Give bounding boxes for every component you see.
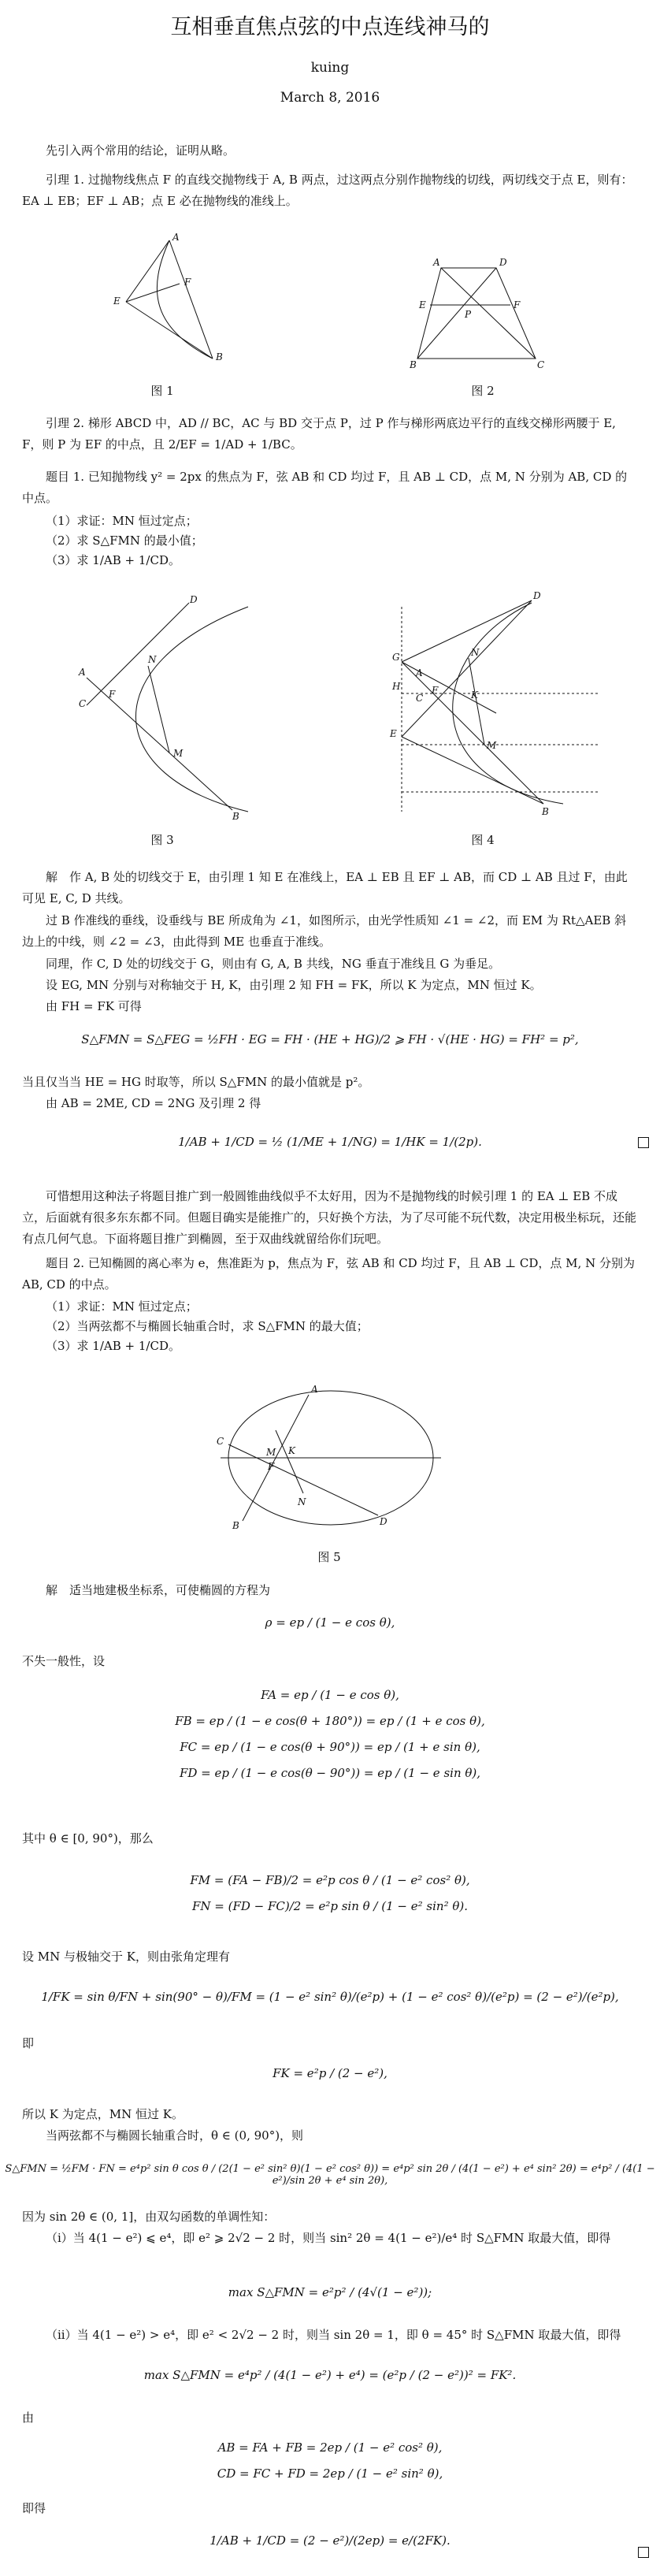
figure-1: [87, 225, 244, 370]
figure-3: [71, 587, 260, 823]
figure-1-caption: 图 1: [150, 384, 174, 398]
svg-text:N: N: [298, 1496, 306, 1507]
problem-1: 题目 1. 已知抛物线 y² = 2px 的焦点为 F，弦 AB 和 CD 均过 F，且 AB ⊥ CD，点 M, N 分别为 AB, CD 的中点。: [22, 470, 628, 505]
svg-text:B: B: [232, 1520, 239, 1531]
equation-4-line: FB = ep / (1 − e cos(θ + 180°)) = ep / (1 + e cos θ),: [175, 1714, 485, 1728]
equation-9: max S△FMN = e²p² / (4√(1 − e²));: [228, 2285, 432, 2299]
problem-2-q2: （2）当两弦都不与椭圆长轴重合时，求 S△FMN 的最大值；: [46, 1319, 369, 1333]
equation-1: S△FMN = S△FEG = ½FH · EG = FH · (HE + HG)/2 ⩾ FH · √(HE · HG) = FH² = p²,: [81, 1032, 579, 1046]
svg-text:D: D: [190, 594, 198, 605]
equation-11: [0, 2435, 660, 2487]
figure-3-caption: 图 3: [150, 833, 174, 847]
svg-text:E: E: [390, 728, 397, 739]
svg-text:N: N: [148, 654, 157, 665]
svg-text:C: C: [537, 359, 545, 370]
figure-5-caption: 图 5: [317, 1550, 341, 1564]
solution-2-a: 解 适当地建极坐标系，可使椭圆的方程为: [46, 1583, 271, 1597]
equation-5: [0, 1868, 660, 1920]
svg-text:E: E: [419, 299, 426, 310]
remark: 可惜想用这种法子将题目推广到一般圆锥曲线似乎不太好用，因为不是抛物线的时候引理 1 的 EA ⊥ EB 不成立，后面就有很多东东都不同。但题目确实是能推广的，只好换个方法，为了尽可能不玩代数，决定用极坐标玩，还能有点几何气息。下面将题目推广到椭圆，至于双曲线就留给你们玩吧。: [22, 1189, 637, 1246]
svg-text:A: A: [311, 1384, 318, 1395]
svg-text:B: B: [410, 359, 417, 370]
svg-text:P: P: [465, 309, 472, 320]
solution-1-g: 由 AB = 2ME, CD = 2NG 及引理 2 得: [46, 1096, 261, 1110]
svg-text:A: A: [79, 667, 86, 678]
solution-1-c: 同理，作 C, D 处的切线交于 G，则由有 G, A, B 共线，NG 垂直于准线且 G 为垂足。: [46, 957, 501, 971]
author: kuing: [310, 60, 350, 76]
figure-4: [386, 583, 606, 820]
solution-2-j: 即得: [22, 2501, 46, 2515]
figure-5: [213, 1375, 449, 1541]
solution-2-b: 不失一般性，设: [22, 1654, 106, 1668]
equation-12: 1/AB + 1/CD = (2 − e²)/(2ep) = e/(2FK).: [209, 2533, 451, 2548]
svg-text:F: F: [109, 689, 116, 700]
svg-text:E: E: [113, 296, 121, 307]
figure-2-caption: 图 2: [471, 384, 495, 398]
svg-text:C: C: [416, 693, 424, 704]
svg-text:H: H: [392, 681, 401, 692]
svg-text:M: M: [266, 1447, 276, 1458]
svg-text:K: K: [288, 1445, 295, 1456]
figure-2: [410, 256, 567, 370]
svg-text:K: K: [471, 690, 478, 701]
svg-text:A: A: [172, 232, 180, 243]
solution-1-d: 设 EG, MN 分别与对称轴交于 H, K，由引理 2 知 FH = FK，所以 K 为定点，MN 恒过 K。: [46, 978, 542, 992]
svg-text:D: D: [499, 257, 507, 268]
svg-text:F: F: [184, 277, 191, 288]
svg-text:B: B: [542, 806, 549, 817]
problem-1-q1: （1）求证：MN 恒过定点；: [46, 514, 198, 528]
equation-2: 1/AB + 1/CD = ½ (1/ME + 1/NG) = 1/HK = 1/(2p).: [178, 1135, 482, 1149]
solution-2-h: 因为 sin 2θ ∈ (0, 1]，由双勾函数的单调性知：: [22, 2210, 276, 2224]
case-2: （ii）当 4(1 − e²) > e⁴，即 e² < 2√2 − 2 时，则当 sin 2θ = 1，即 θ = 45° 时 S△FMN 取最大值，即得: [46, 2328, 621, 2342]
svg-text:B: B: [232, 811, 239, 822]
equation-4-line: FC = ep / (1 − e cos(θ + 90°)) = ep / (1 + e sin θ),: [180, 1740, 480, 1754]
svg-text:F: F: [514, 299, 521, 310]
solution-1-f: 当且仅当当 HE = HG 时取等，所以 S△FMN 的最小值就是 p²。: [22, 1075, 370, 1089]
equation-4: [0, 1682, 660, 1786]
equation-5-line: FM = (FA − FB)/2 = e²p cos θ / (1 − e² cos² θ),: [190, 1873, 470, 1887]
equation-10: max S△FMN = e⁴p² / (4(1 − e²) + e⁴) = (e²p / (2 − e²))² = FK².: [143, 2368, 517, 2382]
equation-4-line: FD = ep / (1 − e cos(θ − 90°)) = ep / (1 − e sin θ),: [179, 1766, 481, 1780]
equation-5-line: FN = (FD − FC)/2 = e²p sin θ / (1 − e² sin² θ).: [191, 1899, 469, 1913]
svg-text:F: F: [432, 685, 439, 696]
lemma-1: 引理 1. 过抛物线焦点 F 的直线交抛物线于 A, B 两点，过这两点分别作抛物线的切线，两切线交于点 E，则有：EA ⊥ EB；EF ⊥ AB；点 E 必在抛物线的准线上。: [22, 173, 633, 208]
solution-2-c: 其中 θ ∈ [0, 90°)，那么: [22, 1831, 154, 1846]
lemma-2: 引理 2. 梯形 ABCD 中，AD // BC，AC 与 BD 交于点 P，过 P 作与梯形两底边平行的直线交梯形两腰于 E, F，则 P 为 EF 的中点，且 2/EF = 1/AD + 1/BC。: [22, 416, 616, 452]
svg-text:A: A: [433, 257, 440, 268]
svg-text:B: B: [216, 351, 223, 362]
problem-2-q3: （3）求 1/AB + 1/CD。: [46, 1339, 180, 1353]
solution-2-f: 所以 K 为定点，MN 恒过 K。: [22, 2107, 184, 2121]
problem-2-q1: （1）求证：MN 恒过定点；: [46, 1299, 198, 1314]
solution-2-d: 设 MN 与极轴交于 K，则由张角定理有: [22, 1950, 230, 1964]
solution-2-g: 当两弦都不与椭圆长轴重合时，θ ∈ (0, 90°)，则: [46, 2128, 304, 2143]
solution-1-b: 过 B 作准线的垂线，设垂线与 BE 所成角为 ∠1，如图所示，由光学性质知 ∠1 = ∠2，而 EM 为 Rt△AEB 斜边上的中线，则 ∠2 = ∠3，由此得到 ME 也垂直于准线。: [22, 913, 627, 949]
equation-6: 1/FK = sin θ/FN + sin(90° − θ)/FM = (1 − e² sin² θ)/(e²p) + (1 − e² cos² θ)/(e²p) = (2 − e²)/(e²p),: [41, 1990, 619, 2004]
svg-text:A: A: [416, 667, 423, 678]
figure-4-caption: 图 4: [471, 833, 495, 847]
equation-8: S△FMN = ½FM · FN = e⁴p² sin θ cos θ / (2(1 − e² sin² θ)(1 − e² cos² θ)) = e⁴p² sin 2θ / (4(1 − e²) + e⁴ sin² 2θ) = e⁴p² / (4(1 − e²)/sin 2θ + e⁴ sin 2θ),: [5, 2163, 655, 2187]
svg-text:C: C: [79, 698, 87, 709]
problem-1-q2: （2）求 S△FMN 的最小值；: [46, 533, 203, 548]
qed-mark: [638, 1137, 649, 1148]
equation-4-line: FA = ep / (1 − e cos θ),: [261, 1688, 399, 1702]
solution-2-e: 即: [22, 2036, 35, 2050]
problem-1-q3: （3）求 1/AB + 1/CD。: [46, 553, 180, 567]
equation-3: ρ = ep / (1 − e cos θ),: [265, 1615, 395, 1630]
solution-1-e: 由 FH = FK 可得: [46, 999, 142, 1013]
intro-text: 先引入两个常用的结论，证明从略。: [46, 143, 235, 158]
solution-2-i: 由: [22, 2411, 35, 2425]
equation-11-line: CD = FC + FD = 2ep / (1 − e² sin² θ),: [217, 2466, 443, 2481]
svg-text:D: D: [380, 1516, 387, 1527]
equation-11-line: AB = FA + FB = 2ep / (1 − e² cos² θ),: [217, 2440, 443, 2455]
solution-1-a: 解 作 A, B 处的切线交于 E，由引理 1 知 E 在准线上，EA ⊥ EB 且 EF ⊥ AB，而 CD ⊥ AB 且过 F，由此可见 E, C, D 共线。: [22, 870, 628, 905]
svg-text:M: M: [487, 740, 497, 751]
case-1: （i）当 4(1 − e²) ⩽ e⁴，即 e² ⩾ 2√2 − 2 时，则当 sin² 2θ = 4(1 − e²)/e⁴ 时 S△FMN 取最大值，即得: [46, 2231, 611, 2245]
problem-2: 题目 2. 已知椭圆的离心率为 e，焦准距为 p，焦点为 F，弦 AB 和 CD 均过 F，且 AB ⊥ CD，点 M, N 分别为 AB, CD 的中点。: [22, 1256, 635, 1292]
qed-mark: [638, 2547, 649, 2558]
svg-text:C: C: [217, 1436, 224, 1447]
svg-text:F: F: [268, 1461, 275, 1472]
equation-7: FK = e²p / (2 − e²),: [273, 2066, 387, 2080]
svg-text:G: G: [392, 652, 400, 663]
paper-title: 互相垂直焦点弦的中点连线神马的: [170, 15, 490, 39]
svg-text:N: N: [471, 647, 480, 658]
date: March 8, 2016: [280, 90, 380, 106]
svg-text:D: D: [533, 590, 541, 601]
svg-text:M: M: [173, 748, 184, 759]
